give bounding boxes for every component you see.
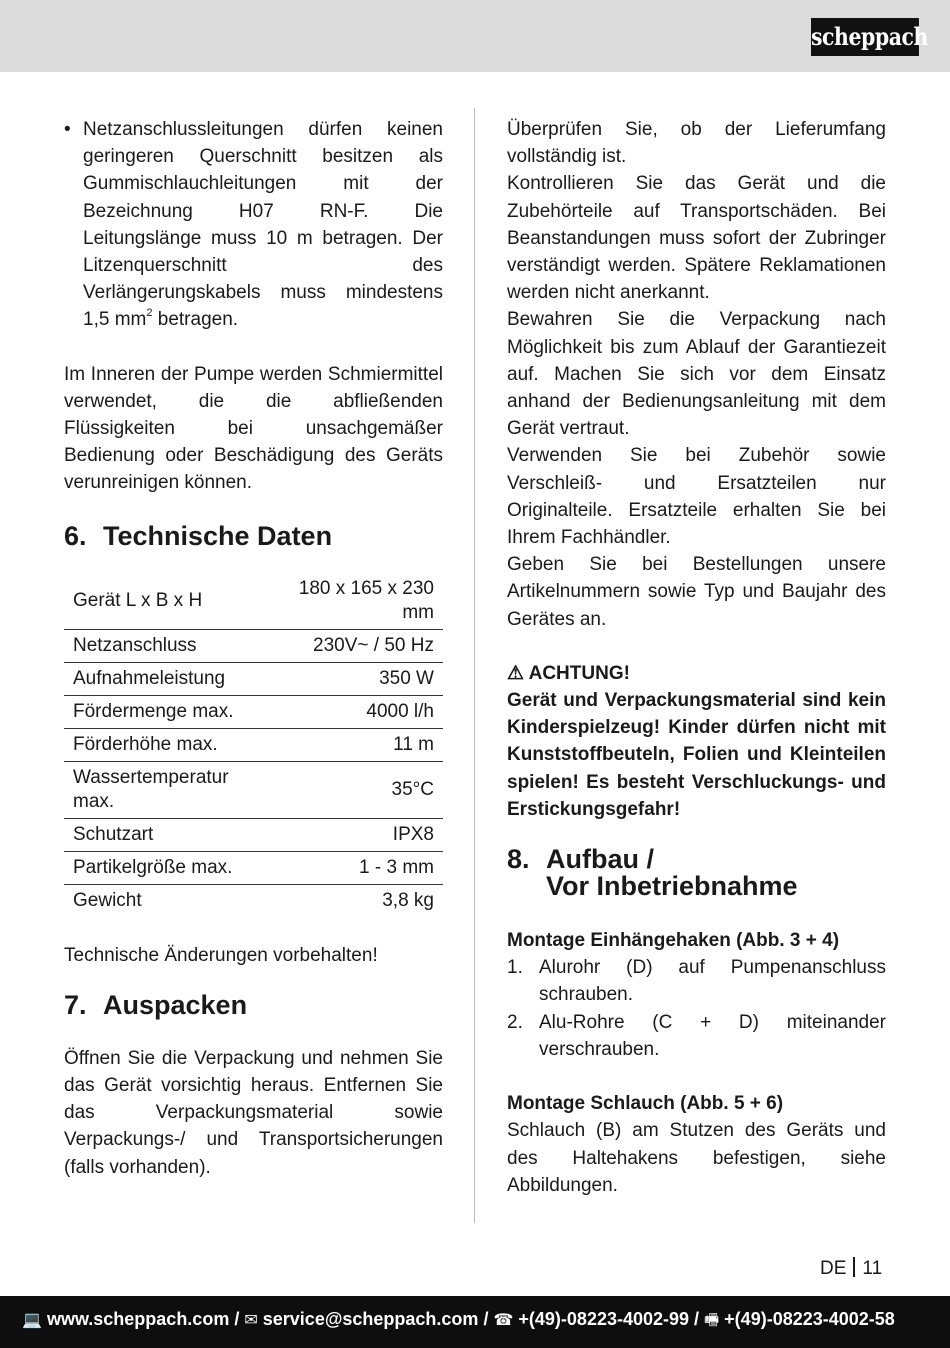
section-number: 7. bbox=[64, 989, 87, 1020]
section-6-heading bbox=[64, 519, 443, 553]
spec-value: 4000 l/h bbox=[254, 695, 444, 728]
footer-separator: / bbox=[478, 1309, 494, 1329]
spec-table bbox=[64, 573, 443, 917]
table-row bbox=[64, 761, 443, 818]
mount-hose-title: Montage Schlauch (Abb. 5 + 6) bbox=[507, 1093, 784, 1115]
table-row bbox=[64, 884, 443, 917]
warning-title: ⚠ ACHTUNG! bbox=[507, 662, 630, 684]
page-number bbox=[820, 1257, 882, 1281]
spec-value: 1 - 3 mm bbox=[254, 851, 444, 884]
footer-separator: / bbox=[229, 1309, 245, 1329]
spec-value: 3,8 kg bbox=[382, 889, 434, 911]
mount-steps-list bbox=[507, 954, 886, 1063]
spec-label: Fördermenge max. bbox=[64, 695, 254, 728]
header-band bbox=[0, 0, 950, 72]
section-title: Technische Daten bbox=[103, 520, 333, 551]
superscript: 2 bbox=[146, 307, 153, 320]
spec-value: 230V~ / 50 Hz bbox=[254, 629, 444, 662]
section-title-line2: Vor Inbetriebnahme bbox=[546, 871, 798, 902]
right-column bbox=[507, 116, 886, 1199]
spec-label: Netzanschluss bbox=[64, 629, 254, 662]
left-column bbox=[64, 116, 443, 1181]
step-number: 1. bbox=[507, 957, 523, 979]
bullet-text: Netzanschlussleitungen dürfen keinen geringeren Querschnitt besitzen als Gummischlauchleitungen mit der Bezeichnung H07 RN-F. Die Leitungslänge muss 10 m betragen. Der Litzenquerschnitt des Verlängerungskabels muss mindestens 1,5 mm bbox=[83, 119, 443, 331]
language-code: DE bbox=[820, 1258, 847, 1279]
spec-value: 180 x 165 x 230 mm bbox=[254, 573, 444, 630]
phone-icon: ☎ bbox=[493, 1312, 514, 1329]
spec-label: Gerät L x B x H bbox=[64, 573, 254, 630]
unpack-paragraph: Öffnen Sie die Verpackung und nehmen Sie das Gerät vorsichtig heraus. Entfernen Sie das Verpackungsmaterial sowie Verpackungs-/ und Transportsicherungen (falls vorhanden). bbox=[64, 1047, 443, 1178]
contact-footer bbox=[0, 1296, 950, 1348]
scope-check-paragraph: Überprüfen Sie, ob der Lieferumfang vollständig ist. bbox=[507, 119, 886, 168]
spec-value: IPX8 bbox=[254, 818, 444, 851]
phone-number: +(49)-08223-4002-99 bbox=[518, 1309, 690, 1329]
spec-label: Aufnahmeleistung bbox=[64, 662, 254, 695]
warning-text: Gerät und Verpackungsmaterial sind kein Kinderspielzeug! Kinder dürfen nicht mit Kunststoffbeuteln, Folien und Kleinteilen spielen! Es besteht Verschluckungs- und Erstickungsgefahr! bbox=[507, 690, 886, 820]
spec-label: Schutzart bbox=[64, 818, 254, 851]
section-8-heading bbox=[507, 846, 886, 900]
computer-icon: 💻 bbox=[22, 1312, 42, 1329]
hose-paragraph: Schlauch (B) am Stutzen des Geräts und des Haltehakens befestigen, siehe Abbildungen. bbox=[507, 1120, 886, 1196]
column-divider bbox=[474, 108, 475, 1223]
section-title bbox=[546, 846, 798, 900]
bullet-cable-requirements bbox=[64, 116, 443, 334]
spec-value: 350 W bbox=[254, 662, 444, 695]
original-parts-paragraph: Verwenden Sie bei Zubehör sowie Verschleiß- und Ersatzteilen nur Originalteile. Ersatzteile erhalten Sie bei Ihrem Fachhändler. bbox=[507, 445, 886, 549]
table-row bbox=[64, 629, 443, 662]
table-row bbox=[64, 818, 443, 851]
section-number: 8. bbox=[507, 844, 530, 875]
mail-icon: ✉ bbox=[244, 1312, 258, 1329]
fax-icon: 🖷 bbox=[704, 1312, 720, 1329]
keep-packaging-paragraph: Bewahren Sie die Verpackung nach Möglichkeit bis zum Ablauf der Garantiezeit auf. Machen Sie sich vor dem Einsatz anhand der Bedienungsanleitung mit dem Gerät vertraut. bbox=[507, 309, 886, 440]
spec-label: Förderhöhe max. bbox=[64, 728, 254, 761]
page-number-value: 11 bbox=[862, 1258, 883, 1279]
website-link[interactable]: www.scheppach.com bbox=[46, 1309, 230, 1329]
spec-value: 35°C bbox=[254, 761, 444, 818]
list-item bbox=[507, 1009, 886, 1063]
spec-label: Gewicht bbox=[73, 889, 142, 911]
mount-hook-title: Montage Einhängehaken (Abb. 3 + 4) bbox=[507, 930, 840, 952]
list-item bbox=[507, 954, 886, 1008]
section-title-line1: Aufbau / bbox=[546, 844, 654, 875]
table-row bbox=[64, 728, 443, 761]
table-row bbox=[64, 851, 443, 884]
fax-number: +(49)-08223-4002-58 bbox=[724, 1309, 895, 1329]
spec-value: 11 m bbox=[254, 728, 444, 761]
section-title: Auspacken bbox=[103, 989, 248, 1020]
section-7-heading bbox=[64, 988, 443, 1022]
step-number: 2. bbox=[507, 1011, 523, 1033]
step-text: Alu-Rohre (C + D) miteinander verschrauben. bbox=[539, 1011, 886, 1060]
spec-label: Partikelgröße max. bbox=[64, 851, 254, 884]
damage-check-paragraph: Kontrollieren Sie das Gerät und die Zubehörteile auf Transportschäden. Bei Beanstandungen muss sofort der Zubringer verständigt werden. Spätere Reklamationen werden nicht anerkannt. bbox=[507, 173, 886, 304]
ordering-paragraph: Geben Sie bei Bestellungen unsere Artikelnummern sowie Typ und Baujahr des Gerätes an. bbox=[507, 554, 886, 630]
bullet-dot: • bbox=[64, 119, 71, 140]
section-number: 6. bbox=[64, 520, 87, 551]
bullet-tail: betragen. bbox=[152, 309, 239, 331]
email-link[interactable]: service@scheppach.com bbox=[262, 1309, 479, 1329]
tech-changes-note: Technische Änderungen vorbehalten! bbox=[64, 944, 378, 966]
footer-separator: / bbox=[689, 1309, 705, 1329]
table-row bbox=[64, 695, 443, 728]
table-row bbox=[64, 662, 443, 695]
scheppach-logo: scheppach bbox=[811, 18, 919, 56]
lubricant-paragraph: Im Inneren der Pumpe werden Schmiermittel verwendet, die die abfließenden Flüssigkeiten bei unsachgemäßer Bedienung oder Beschädigung des Geräts verunreinigen können. bbox=[64, 363, 443, 494]
table-row bbox=[64, 573, 443, 630]
spec-label: Wassertemperatur max. bbox=[64, 761, 254, 818]
step-text: Alurohr (D) auf Pumpenanschluss schrauben. bbox=[539, 957, 886, 1006]
page-number-separator bbox=[853, 1257, 855, 1277]
